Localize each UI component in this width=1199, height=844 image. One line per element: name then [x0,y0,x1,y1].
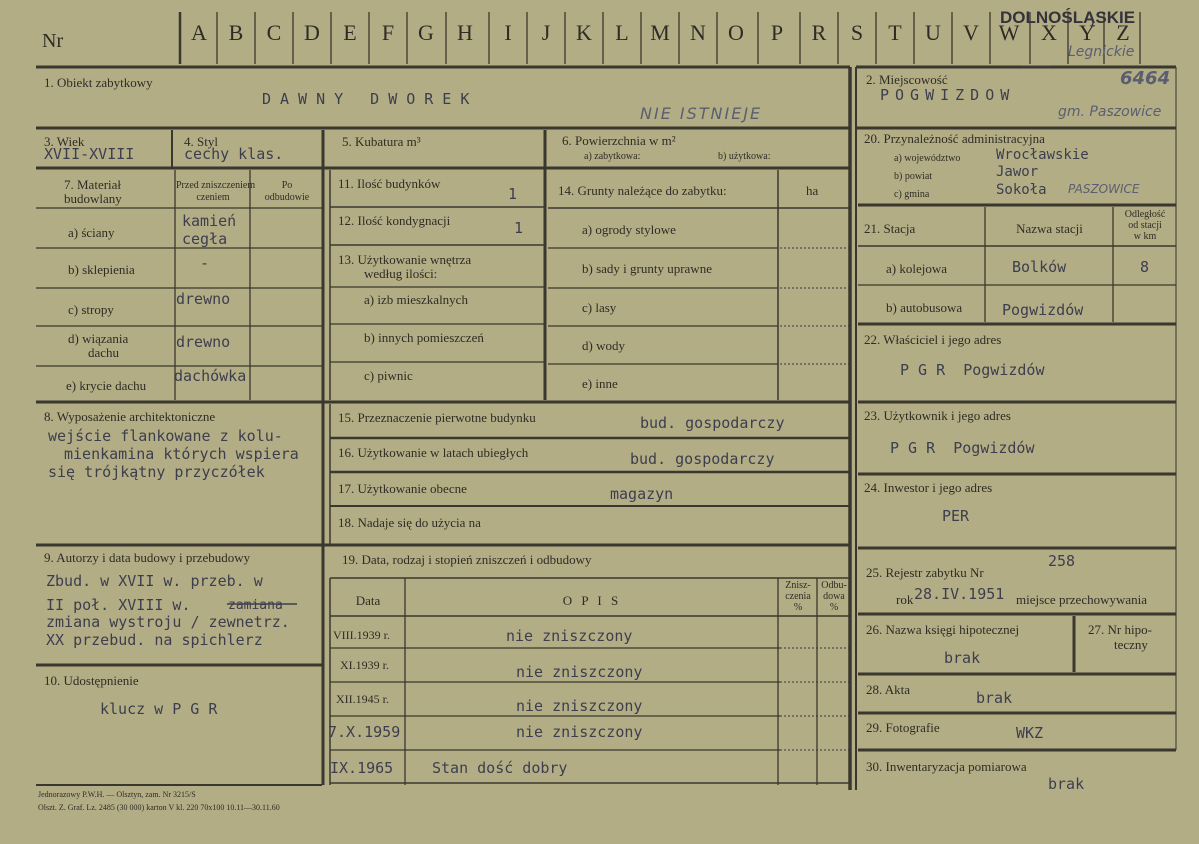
f20-voivodeship-value: Wrocławskie [996,147,1089,163]
f14-row-other: e) inne [582,376,618,391]
f19-row-1-date: VIII.1939 r. [333,628,390,642]
f8-line-2: mienkamina których wspiera [64,445,299,463]
f9-struck-word: zamiana [228,598,283,613]
f29-value: WKZ [1016,724,1044,742]
letter-c: C [266,20,282,45]
f19-col-rebuild-3: % [829,602,839,613]
f27-label-2: teczny [1114,637,1148,652]
letter-u: U [925,20,941,45]
f20-county-label: b) powiat [894,171,933,182]
f25-year-value: 28.IV.1951 [914,585,1005,603]
letter-w: W [998,20,1020,45]
f20-county-value: Jawor [996,164,1039,180]
letter-e: E [343,20,357,45]
f8-label: 8. Wyposażenie architektoniczne [44,409,216,424]
f25-value: 258 [1048,552,1076,570]
f11-label: 11. Ilość budynków [338,176,441,191]
f9-line-4: XX przebud. na spichlerz [46,631,263,649]
f19-col-date: Data [355,593,381,608]
letter-f: F [381,20,395,45]
f19-row-1-desc: nie zniszczony [506,627,633,645]
f26-value: brak [944,649,981,667]
f9-line-3: zmiana wystroju / zewnetrz. [46,613,290,631]
f3-value: XVII-XVIII [44,145,135,163]
f19-col-damage: Znisz- [785,580,811,591]
letter-d: D [304,20,320,45]
f19-row-5-date: IX.1965 [330,759,394,777]
letter-z: Z [1116,20,1130,45]
f14-row-forests: c) lasy [582,300,617,315]
f10-value: klucz w P G R [100,700,218,718]
f13-label-2: według ilości: [364,266,438,281]
letter-p: P [770,20,784,45]
f19-col-rebuild: Odbu- [821,580,847,591]
f17-value: magazyn [610,485,674,503]
letter-o: O [728,20,744,45]
f7-row-walls-value: kamień [182,212,237,230]
f21-col-distance-2: od stacji [1128,220,1162,231]
f19-row-3-date: XII.1945 r. [336,692,389,706]
f19-row-5-desc: Stan dość dobry [432,759,568,777]
f7-col-after: Po [281,180,293,191]
f20-commune-label: c) gmina [894,189,930,200]
f19-col-damage-2: czenia [785,591,811,602]
f20-commune-note: PASZOWICE [1068,182,1140,196]
f3-label: 3. Wiek [44,134,85,149]
f14-row-gardens: a) ogrody stylowe [582,222,676,237]
f21-rail-label: a) kolejowa [886,261,948,276]
f26-label: 26. Nazwa księgi hipotecznej [866,622,1020,637]
f24-value: PER [942,507,970,525]
f1-note: NIE ISTNIEJE [640,104,763,123]
f28-label: 28. Akta [866,682,911,697]
letter-b: B [228,20,244,45]
f4-value: cechy klas. [184,145,284,163]
letter-m: M [650,20,670,45]
f12-label: 12. Ilość kondygnacji [338,213,451,228]
f23-value: P G R Pogwizdów [890,439,1035,457]
f6-label: 6. Powierzchnia w m² [562,133,676,148]
f22-label: 22. Właściciel i jego adres [864,332,1002,347]
f13-label: 13. Użytkowanie wnętrza [338,252,472,267]
f18-label: 18. Nadaje się do użycia na [338,515,481,530]
f1-value: DAWNY DWOREK [262,90,479,108]
letter-a: A [191,20,207,45]
handwritten-county: Legnickie [1068,44,1135,60]
f13-row-rooms: a) izb mieszkalnych [364,292,468,307]
f19-row-4-date: 7.X.1959 [328,723,401,741]
f16-value: bud. gospodarczy [630,450,775,468]
letter-t: T [888,20,902,45]
f16-label: 16. Użytkowanie w latach ubiegłych [338,445,529,460]
f14-row-orchards: b) sady i grunty uprawne [582,261,712,276]
f19-row-3-desc: nie zniszczony [516,697,643,715]
letter-j: J [541,20,551,45]
f7-col-before: Przed zniszczeniem [176,180,256,191]
footer-print-line-2: Olszt. Z. Graf. Lz. 2485 (30 000) karton V kl. 220 70x100 10.11—30.11.60 [38,803,280,812]
f7-row-ceilings-value: drewno [176,290,231,308]
f14-row-waters: d) wody [582,338,625,353]
letter-v: V [963,20,979,45]
f7-col-before-2: czeniem [196,192,230,203]
f2-note: gm. Paszowice [1058,104,1162,120]
f23-label: 23. Użytkownik i jego adres [864,408,1011,423]
f9-label: 9. Autorzy i data budowy i przebudowy [44,550,251,565]
f20-commune-value: Sokoła [996,182,1047,198]
letter-g: G [418,20,434,45]
f12-value: 1 [514,219,524,237]
f1-label: 1. Obiekt zabytkowy [44,75,153,90]
f14-label: 14. Grunty należące do zabytku: [558,183,727,198]
handwritten-number: 6464 [1120,68,1171,89]
letter-k: K [576,20,592,45]
f2-label: 2. Miejscowość [866,72,948,87]
f2-value: POGWIZDOW [880,86,1016,104]
f7-row-trusses-label: d) wiązania [68,331,129,346]
f20-label: 20. Przynależność administracyjna [864,131,1045,146]
region-stamp: DOLNOŚLĄSKIE [1000,8,1136,27]
f4-label: 4. Styl [184,134,218,149]
letter-h: H [457,20,473,45]
f7-row-trusses-label-2: dachu [88,345,120,360]
f14-unit: ha [806,183,819,198]
f17-label: 17. Użytkowanie obecne [338,481,467,496]
f30-label: 30. Inwentaryzacja pomiarowa [866,759,1027,774]
f7-row-ceilings-label: c) stropy [68,302,114,317]
f21-col-name: Nazwa stacji [1016,221,1083,236]
f7-row-walls-label: a) ściany [68,225,115,240]
letter-n: N [690,20,706,45]
f19-row-2-desc: nie zniszczony [516,663,643,681]
f21-bus-value: Pogwizdów [1002,301,1084,319]
f29-label: 29. Fotografie [866,720,940,735]
nr-label: Nr [42,30,64,52]
f7-label-2: budowlany [64,191,122,206]
f21-col-distance: Odległość [1124,209,1166,220]
f24-label: 24. Inwestor i jego adres [864,480,993,495]
f13-row-cellars: c) piwnic [364,368,413,383]
f28-value: brak [976,689,1013,707]
f7-row-trusses-value: drewno [176,333,231,351]
f8-line-1: wejście flankowane z kolu- [48,427,283,445]
f21-label: 21. Stacja [864,221,916,236]
f19-row-2-date: XI.1939 r. [340,658,389,672]
f9-line-1: Zbud. w XVII w. przeb. w [46,572,263,590]
f7-row-vaults-value: - [200,254,210,272]
f25-place-label: miejsce przechowywania [1016,592,1148,607]
letter-r: R [811,20,827,45]
f21-bus-label: b) autobusowa [886,300,963,315]
f25-label: 25. Rejestr zabytku Nr [866,565,984,580]
f6-sub-zabytkowa: a) zabytkowa: [584,151,641,162]
f8-line-3: się trójkątny przyczółek [48,463,265,481]
f25-year-label: rok [896,592,914,607]
f30-value: brak [1048,775,1085,793]
f21-col-distance-3: w km [1133,231,1157,242]
letter-l: L [615,20,629,45]
f7-row-roofing-label: e) krycie dachu [66,378,147,393]
f6-sub-uzytkowa: b) użytkowa: [718,151,771,162]
letter-s: S [850,20,864,45]
f10-label: 10. Udostępnienie [44,673,139,688]
f27-label: 27. Nr hipo- [1088,622,1152,637]
f19-col-damage-3: % [793,602,803,613]
f19-row-4-desc: nie zniszczony [516,723,643,741]
footer-print-line-1: Jednorazowy P.W.H. — Olsztyn, zam. Nr 3215/S [38,790,196,799]
f20-voivodeship-label: a) województwo [894,153,961,164]
f21-rail-distance: 8 [1140,258,1150,276]
f5-label: 5. Kubatura m³ [342,134,421,149]
f21-rail-value: Bolków [1012,258,1067,276]
f11-value: 1 [508,185,518,203]
letter-y: Y [1079,20,1095,45]
f22-value: P G R Pogwizdów [900,361,1045,379]
f15-label: 15. Przeznaczenie pierwotne budynku [338,410,536,425]
f9-line-2: II poł. XVIII w. [46,596,191,614]
letter-i: I [504,20,512,45]
f7-col-after-2: odbudowie [264,192,310,203]
letter-x: X [1041,20,1057,45]
f7-label: 7. Materiał [64,177,122,192]
f7-row-vaults-label: b) sklepienia [68,262,135,277]
f7-row-walls-value-2: cegła [182,230,228,248]
f7-row-roofing-value: dachówka [174,367,247,385]
f19-col-rebuild-2: dowa [823,591,845,602]
f15-value: bud. gospodarczy [640,414,785,432]
f13-row-other: b) innych pomieszczeń [364,330,484,345]
f19-label: 19. Data, rodzaj i stopień zniszczeń i odbudowy [342,552,592,567]
f19-col-desc: O P I S [562,593,622,608]
